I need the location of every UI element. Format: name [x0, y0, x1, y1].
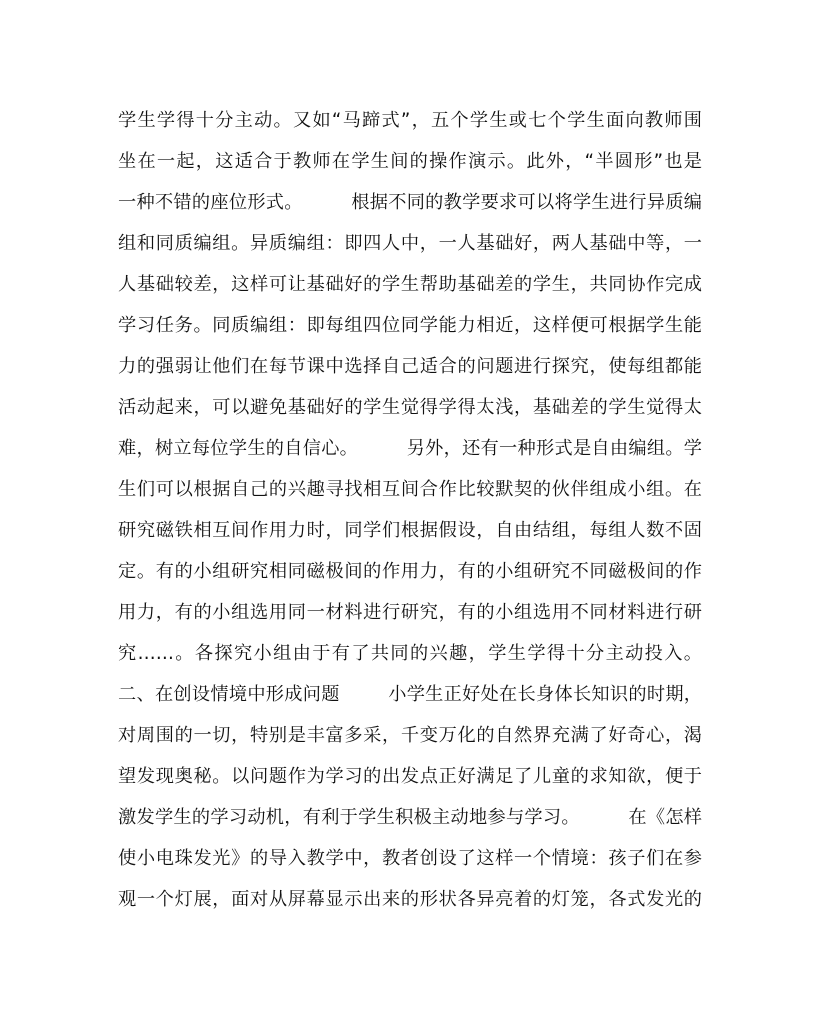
text-line: 激发学生的学习动机，有利于学生积极主动地参与学习。 在《怎样	[118, 807, 702, 828]
section-heading-line: 二、在创设情境中形成问题 小学生正好处在长身体长知识的时期，	[118, 684, 702, 705]
text-line: 定。有的小组研究相同磁极间的作用力，有的小组研究不同磁极间的作	[118, 561, 702, 582]
text-line: 究……。各探究小组由于有了共同的兴趣，学生学得十分主动投入。	[118, 643, 702, 664]
text-line: 组和同质编组。异质编组：即四人中，一人基础好，两人基础中等，一	[118, 233, 702, 254]
text-line: 坐在一起，这适合于教师在学生间的操作演示。此外，“半圆形”也是	[118, 151, 702, 172]
text-line: 使小电珠发光》的导入教学中，教者创设了这样一个情境：孩子们在参	[118, 848, 702, 869]
text-line: 生们可以根据自己的兴趣寻找相互间合作比较默契的伙伴组成小组。在	[118, 479, 702, 500]
text-line: 人基础较差，这样可让基础好的学生帮助基础差的学生，共同协作完成	[118, 274, 702, 295]
text-line: 学生学得十分主动。又如“马蹄式”，五个学生或七个学生面向教师围	[118, 110, 702, 131]
text-line: 一种不错的座位形式。 根据不同的教学要求可以将学生进行异质编	[118, 192, 702, 213]
text-line: 学习任务。同质编组：即每组四位同学能力相近，这样便可根据学生能	[118, 315, 702, 336]
text-line: 研究磁铁相互间作用力时，同学们根据假设，自由结组，每组人数不固	[118, 520, 702, 541]
text-line: 望发现奥秘。以问题作为学习的出发点正好满足了儿童的求知欲，便于	[118, 766, 702, 787]
body-text	[118, 100, 702, 920]
text-line: 活动起来，可以避免基础好的学生觉得学得太浅，基础差的学生觉得太	[118, 397, 702, 418]
text-line: 难，树立每位学生的自信心。 另外，还有一种形式是自由编组。学	[118, 438, 702, 459]
text-line: 用力，有的小组选用同一材料进行研究，有的小组选用不同材料进行研	[118, 602, 702, 623]
text-line: 力的强弱让他们在每节课中选择自己适合的问题进行探究，使每组都能	[118, 356, 702, 377]
text-line: 观一个灯展，面对从屏幕显示出来的形状各异亮着的灯笼，各式发光的	[118, 889, 702, 910]
text-line: 对周围的一切，特别是丰富多采，千变万化的自然界充满了好奇心，渴	[118, 725, 702, 746]
